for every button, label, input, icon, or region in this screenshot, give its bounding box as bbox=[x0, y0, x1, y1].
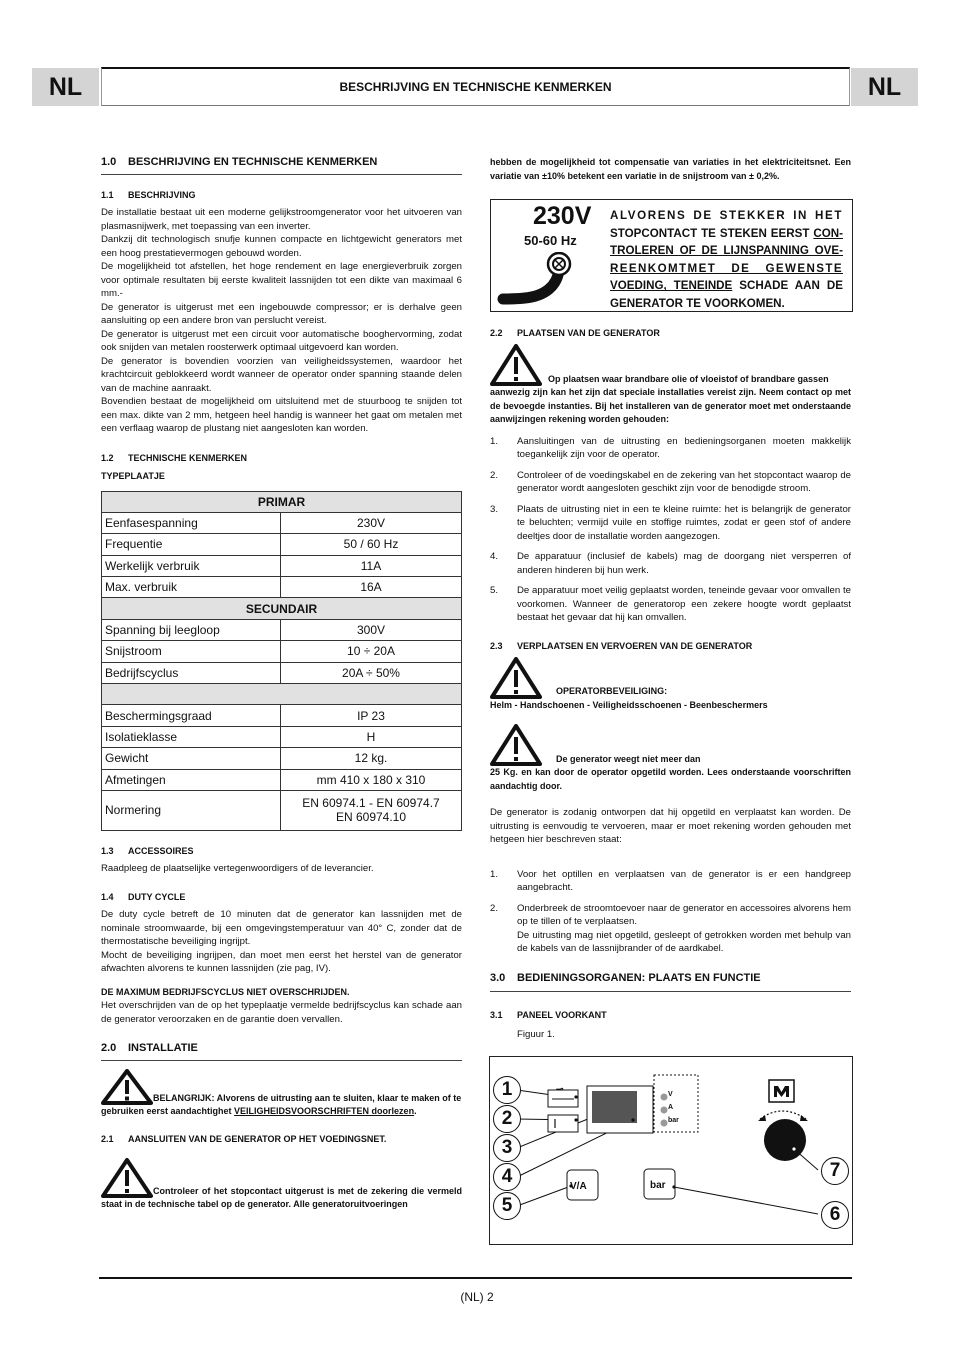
frequency-label: 50-60 Hz bbox=[524, 233, 577, 248]
list-item: 1. Voor het optillen en verplaatsen van de generator is er een handgreep aangebracht. bbox=[490, 868, 851, 893]
front-panel-drawing bbox=[490, 1057, 852, 1244]
callout-1: 1 bbox=[493, 1076, 521, 1104]
paragraph: De generator is uitgerust met een ingebouwde compressor; er is derhalve geen aansluiting op een andere bron van perslucht vereist. bbox=[101, 301, 462, 326]
warning-triangle-icon bbox=[101, 1069, 153, 1105]
led-v-indicator bbox=[661, 1094, 668, 1101]
section-1-3-title: 1.3 ACCESSOIRES bbox=[101, 845, 194, 856]
language-badge-right: NL bbox=[851, 68, 918, 106]
voltage-warning-box bbox=[490, 199, 853, 312]
front-panel-figure bbox=[489, 1056, 853, 1245]
paragraph: De generator is bovendien voorzien van veiligheidssystemen, waardoor het krachtcircuit geblokkeerd wordt wanneer de operator onder spanning staande delen van de machine aanraakt. bbox=[101, 355, 462, 394]
spec-blank-row bbox=[102, 684, 462, 705]
section-2-3-title: 2.3 VERPLAATSEN EN VERVOEREN VAN DE GENERATOR bbox=[490, 640, 753, 651]
bar-button[interactable]: bar bbox=[650, 1180, 666, 1191]
table-row: Isolatieklasse H bbox=[102, 726, 462, 747]
table-row: Max. verbruik 16A bbox=[102, 577, 462, 598]
table-row: Afmetingen mm 410 x 180 x 310 bbox=[102, 769, 462, 790]
list-item: 2. Controleer of de voedingskabel en de zekering van het stopcontact waarop de generator wordt aangesloten geschikt zijn voor de benodigde stroom. bbox=[490, 469, 851, 494]
led-a-label: A bbox=[668, 1104, 674, 1111]
list-item: 5. De apparatuur moet veilig geplaatst worden, teneinde gevaar voor omvallen te voorkomen. Wanneer de generatorop een zekere hoogte wordt geplaatst bestaat het gevaar dat hij kan omvallen. bbox=[490, 585, 851, 623]
section-1-1-body bbox=[101, 206, 462, 436]
paragraph: Het overschrijden van de op het typeplaatje vermelde bedrijfscyclus kan schade aan de generator veroorzaken en de garantie doen vervallen. bbox=[101, 1000, 462, 1025]
plaatsen-list bbox=[490, 435, 851, 625]
warning-triangle-icon bbox=[490, 344, 542, 386]
spec-header-primar: PRIMAR bbox=[102, 491, 462, 512]
led-bar-indicator bbox=[661, 1120, 668, 1127]
section-1-1-title: 1.1 BESCHRIJVING bbox=[101, 190, 196, 200]
spec-table bbox=[101, 491, 462, 831]
paragraph: Mocht de beveiliging ingrijpen, dan moet men eerst het herstel van de generator afwachten alvorens te kunnen lassnijden (zie pag, IV). bbox=[101, 949, 462, 975]
paragraph: De mogelijkheid tot afstellen, het hoge rendement en lage energieverbruik zorgen voor optimale resultaten bij eerste kwaliteit lassnijden tot een dikte van maximaal 6 mm.- bbox=[101, 261, 462, 299]
section-2-2-title: 2.2 PLAATSEN VAN DE GENERATOR bbox=[490, 328, 660, 338]
paragraph: Bovendien bestaat de mogelijkheid om uitsluitend met de stuurboog te snijden tot een max. dikte van 2 mm, hetgeen heel handig is wanneer het gaat om metalen met een verflaag waarop de plustang niet aangesloten kan worden. bbox=[101, 396, 462, 434]
list-item: 2. Onderbreek de stroomtoevoer naar de generator en accessoires alvorens hem op te tillen of te verplaatsen. De uitrusting mag niet opgetild, gesleept of getrokken worden met behulp van de kabels van de lassnijbrander of de aardkabel. bbox=[490, 902, 851, 954]
callout-6: 6 bbox=[821, 1201, 849, 1229]
led-v-label: V bbox=[668, 1091, 673, 1098]
installatie-warning: BELANGRIJK: Alvorens de uitrusting aan te sluiten, klaar te maken of te gebruiken eerst aandachtighet VEILIGHEIDSVOORSCHRIFTEN doorlezen. bbox=[101, 1069, 462, 1118]
page-header bbox=[101, 67, 850, 106]
plaatsen-warning: Op plaatsen waar brandbare olie of vloeistof of brandbare gassen aanwezig zijn kan het zijn dat speciale installaties vereist zijn. Neem contact op met de bevoegde instanties. Bij het installeren van de generator moet met onderstaande aanwijzingen rekening worden gehouden: bbox=[490, 344, 851, 427]
callout-7: 7 bbox=[821, 1157, 849, 1185]
table-row: Snijstroom 10 ÷ 20A bbox=[102, 641, 462, 662]
table-row: Bedrijfscyclus 20A ÷ 50% bbox=[102, 662, 462, 683]
list-item: 4. De apparatuur (inclusief de kabels) mag de doorgang niet versperren of anderen hinderen bij hun werk. bbox=[490, 551, 851, 576]
warning-triangle-icon bbox=[490, 657, 542, 699]
plug-cable-icon bbox=[497, 252, 587, 310]
section-2-1-continued: hebben de mogelijkheid tot compensatie van variaties in het elektriciteitsnet. Een variatie van ±10% betekent een variatie in de snijstroom van ± 0,2%. bbox=[490, 157, 851, 181]
right-column bbox=[490, 156, 851, 1041]
stopcontact-warning: Controleer of het stopcontact uitgerust is met de zekering die vermeld staat in de technische tabel op de generator. Alle generatoruitvoeringen bbox=[101, 1158, 462, 1211]
current-knob[interactable] bbox=[764, 1119, 806, 1161]
weight-warning: De generator weegt niet meer dan 25 Kg. en kan door de operator opgetild worden. Lees onderstaande voorschriften aandachtig door. bbox=[490, 724, 851, 793]
paragraph: De generator is uitgerust met een circuit voor automatische booghervorming, zodat ook snijden van metalen roosterwerk optimaal uitgevoerd kan worden. bbox=[101, 328, 462, 353]
section-1-4-title: 1.4 DUTY CYCLE bbox=[101, 892, 186, 903]
section-3-0-title: 3.0 BEDIENINGSORGANEN: PLAATS EN FUNCTIE bbox=[490, 972, 851, 992]
table-row: Werkelijk verbruik 11A bbox=[102, 555, 462, 576]
language-badge-left: NL bbox=[32, 68, 99, 106]
voltage-label: 230V bbox=[533, 202, 592, 230]
table-row: Eenfasespanning 230V bbox=[102, 512, 462, 533]
led-a-indicator bbox=[661, 1107, 668, 1114]
section-2-0-title: 2.0 INSTALLATIE bbox=[101, 1042, 462, 1061]
table-row: Gewicht 12 kg. bbox=[102, 748, 462, 769]
page-number: (NL) 2 bbox=[460, 1290, 494, 1304]
section-2-1-title: 2.1 AANSLUITEN VAN DE GENERATOR OP HET VOEDINGSNET. bbox=[101, 1134, 387, 1145]
socket-1-label-icon: ⊸ bbox=[556, 1084, 564, 1094]
callout-5: 5 bbox=[493, 1192, 521, 1220]
verplaatsen-list bbox=[490, 868, 851, 956]
operator-protection-warning: OPERATORBEVEILIGING: Helm - Handschoenen - Veiligheidsschoenen - Beenbeschermers bbox=[490, 657, 851, 713]
paragraph: Dankzij dit technologisch snufje kunnen compacte en lichtgewicht generators met een hoog prestatievermogen gebouwd worden. bbox=[101, 234, 462, 259]
voltage-warning-text: ALVORENS DE STEKKER IN HET STOPCONTACT TE STEKEN EERST CON- TROLEREN OF DE LIJNSPANNING OVE- REENKOMTMET DE GEWENSTE VOEDING, TENEINDE SCHADE AAN DE GENERATOR TE VOORKOMEN. bbox=[610, 209, 843, 310]
callout-3: 3 bbox=[493, 1134, 521, 1162]
section-1-0-title: 1.0 BESCHRIJVING EN TECHNISCHE KENMERKEN bbox=[101, 156, 462, 175]
callout-4: 4 bbox=[493, 1163, 521, 1191]
paragraph: De installatie bestaat uit een moderne gelijkstroomgenerator voor het uitvoeren van plasmasnijwerk, met toepassing van een inverter. bbox=[101, 207, 462, 232]
warning-triangle-icon bbox=[101, 1158, 153, 1198]
spec-header-secundair: SECUNDAIR bbox=[102, 598, 462, 619]
duty-warning-title: DE MAXIMUM BEDRIJFSCYCLUS NIET OVERSCHRIJDEN. bbox=[101, 986, 350, 997]
accessoires-text: Raadpleeg de plaatselijke vertegenwoordigers of de leverancier. bbox=[101, 862, 374, 874]
left-column bbox=[101, 156, 462, 1211]
list-item: 1. Aansluitingen van de uitrusting en bedieningsorganen moeten makkelijk toegankelijk zijn voor de operator. bbox=[490, 435, 851, 460]
typeplaatje-label: TYPEPLAATJE bbox=[101, 470, 165, 481]
table-row: Normering EN 60974.1 - EN 60974.7 EN 60974.10 bbox=[102, 790, 462, 830]
section-3-1-title: 3.1 PANEEL VOORKANT bbox=[490, 1009, 607, 1020]
callout-2: 2 bbox=[493, 1105, 521, 1133]
brand-logo-icon bbox=[769, 1080, 794, 1102]
table-row: Spanning bij leegloop 300V bbox=[102, 619, 462, 640]
paragraph: De duty cycle betreft de 10 minuten dat de generator kan lassnijden met de nominale stroomwaarde, bij een omgevingstemperatuur van 40° C, zonder dat de thermostatische beveiliging ingrijpt. bbox=[101, 909, 462, 948]
led-bar-label: bar bbox=[668, 1117, 679, 1124]
list-item: 3. Plaats de uitrusting niet in een te kleine ruimte: het is belangrijk de generator te beluchten; vermijd vuile en stoffige ruimtes, zodat er geen stof of andere deeltjes door de installatie worden aangezogen. bbox=[490, 503, 851, 542]
footer-rule bbox=[99, 1277, 852, 1279]
header-title: BESCHRIJVING EN TECHNISCHE KENMERKEN bbox=[339, 80, 612, 94]
table-row: Frequentie 50 / 60 Hz bbox=[102, 534, 462, 555]
paragraph: De generator is zodanig ontworpen dat hij opgetild en verplaatst kan worden. De uitrusting is eenvoudig te vervoeren, maar er moet rekening worden gehouden met hetgeen hier beschreven staat: bbox=[490, 807, 851, 845]
figure-caption: Figuur 1. bbox=[517, 1028, 555, 1040]
va-button[interactable]: V/A bbox=[570, 1181, 587, 1192]
knob-scale-arc bbox=[760, 1111, 806, 1119]
warning-triangle-icon bbox=[490, 724, 542, 766]
table-row: Beschermingsgraad IP 23 bbox=[102, 705, 462, 726]
section-1-2-title: 1.2 TECHNISCHE KENMERKEN bbox=[101, 452, 248, 463]
